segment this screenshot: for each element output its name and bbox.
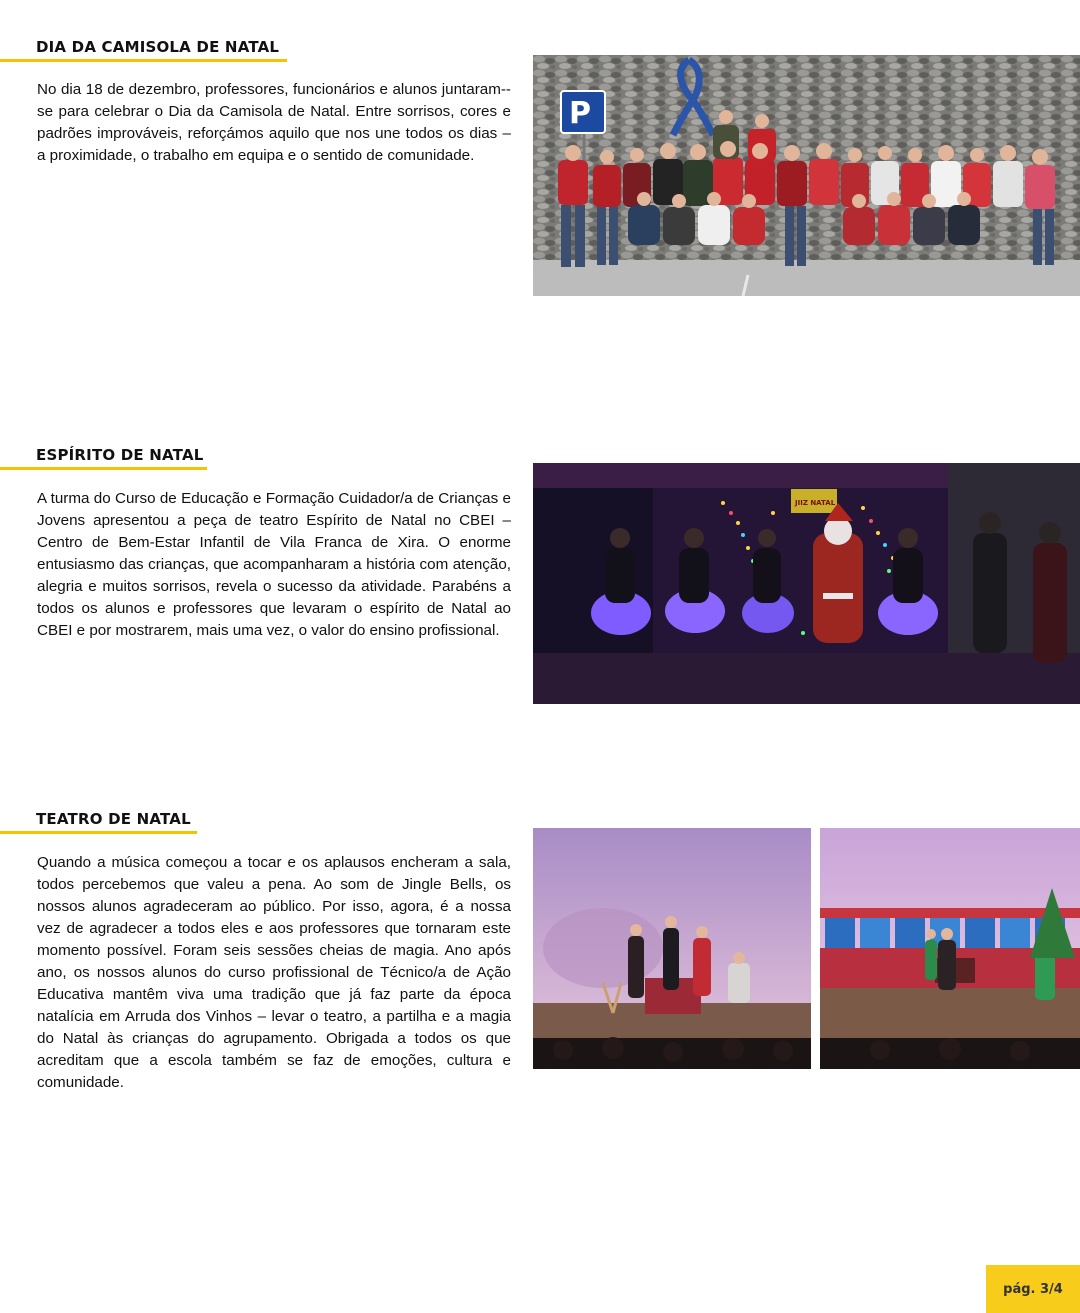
section-paragraph: A turma do Curso de Educação e Formação Cuidador/a de Crianças e Jovens apresentou a peça de teatro Espírito de Natal no CBEI – Centro de Bem-Estar Infantil de Vila Franca de Xira. O enorme entusiasmo das crianças, que acompanharam a história com atenção, alegria e muitos sorrisos, revela o sucesso da atividade. Parabéns a todos os alunos e professores que levaram o espírito de Natal ao CBEI e por mostrarem, mais uma vez, o valor do ensino profissional.	[37, 490, 511, 639]
section-heading	[0, 808, 197, 834]
stage-banner-text: JIIZ NATAL	[795, 499, 836, 507]
theater-photo-left	[533, 828, 811, 1069]
stage-photo-image	[533, 463, 1080, 704]
group-photo	[533, 55, 1080, 296]
section-title: ESPÍRITO DE NATAL	[36, 446, 204, 464]
stage-photo	[533, 463, 1080, 704]
group-photo-image	[533, 55, 1080, 296]
section-paragraph: Quando a música começou a tocar e os aplausos encheram a sala, todos percebemos que valeu a pena. Ao som de Jingle Bells, os nossos alunos agradeceram ao público. Por isso, agora, é a nossa vez de agradecer a todos eles e aos professores que tornaram este momento possível. Foram seis sessões cheias de magia. Ano após ano, os nossos alunos do curso profissional de Técnico/a de Ação Educativa mantêm viva uma tradição que já faz parte da época natalícia em Arruda dos Vinhos – levar o teatro, a partilha e a magia do Natal às crianças do agrupamento. Obrigada a todos os que acreditam que a escola também se faz de emoções, cultura e comunidade.	[37, 854, 511, 1091]
section-title: DIA DA CAMISOLA DE NATAL	[36, 38, 280, 56]
theater-photo-left-image	[533, 828, 811, 1069]
section-paragraph: No dia 18 de dezembro, professores, funcionários e alunos juntaram--se para celebrar o Dia da Camisola de Natal. Entre sorrisos, cores e padrões improváveis, reforçámos aquilo que nos une todos os dias – a proximidade, o trabalho em equipa e o sentido de comunidade.	[37, 81, 511, 164]
theater-photo-right	[820, 828, 1080, 1069]
page-number: pág. 3/4	[986, 1265, 1080, 1313]
section-heading	[0, 444, 207, 470]
parking-sign-letter: P	[569, 96, 591, 131]
section-heading	[0, 36, 287, 62]
section-title: TEATRO DE NATAL	[36, 810, 191, 828]
theater-photo-right-image	[820, 828, 1080, 1069]
